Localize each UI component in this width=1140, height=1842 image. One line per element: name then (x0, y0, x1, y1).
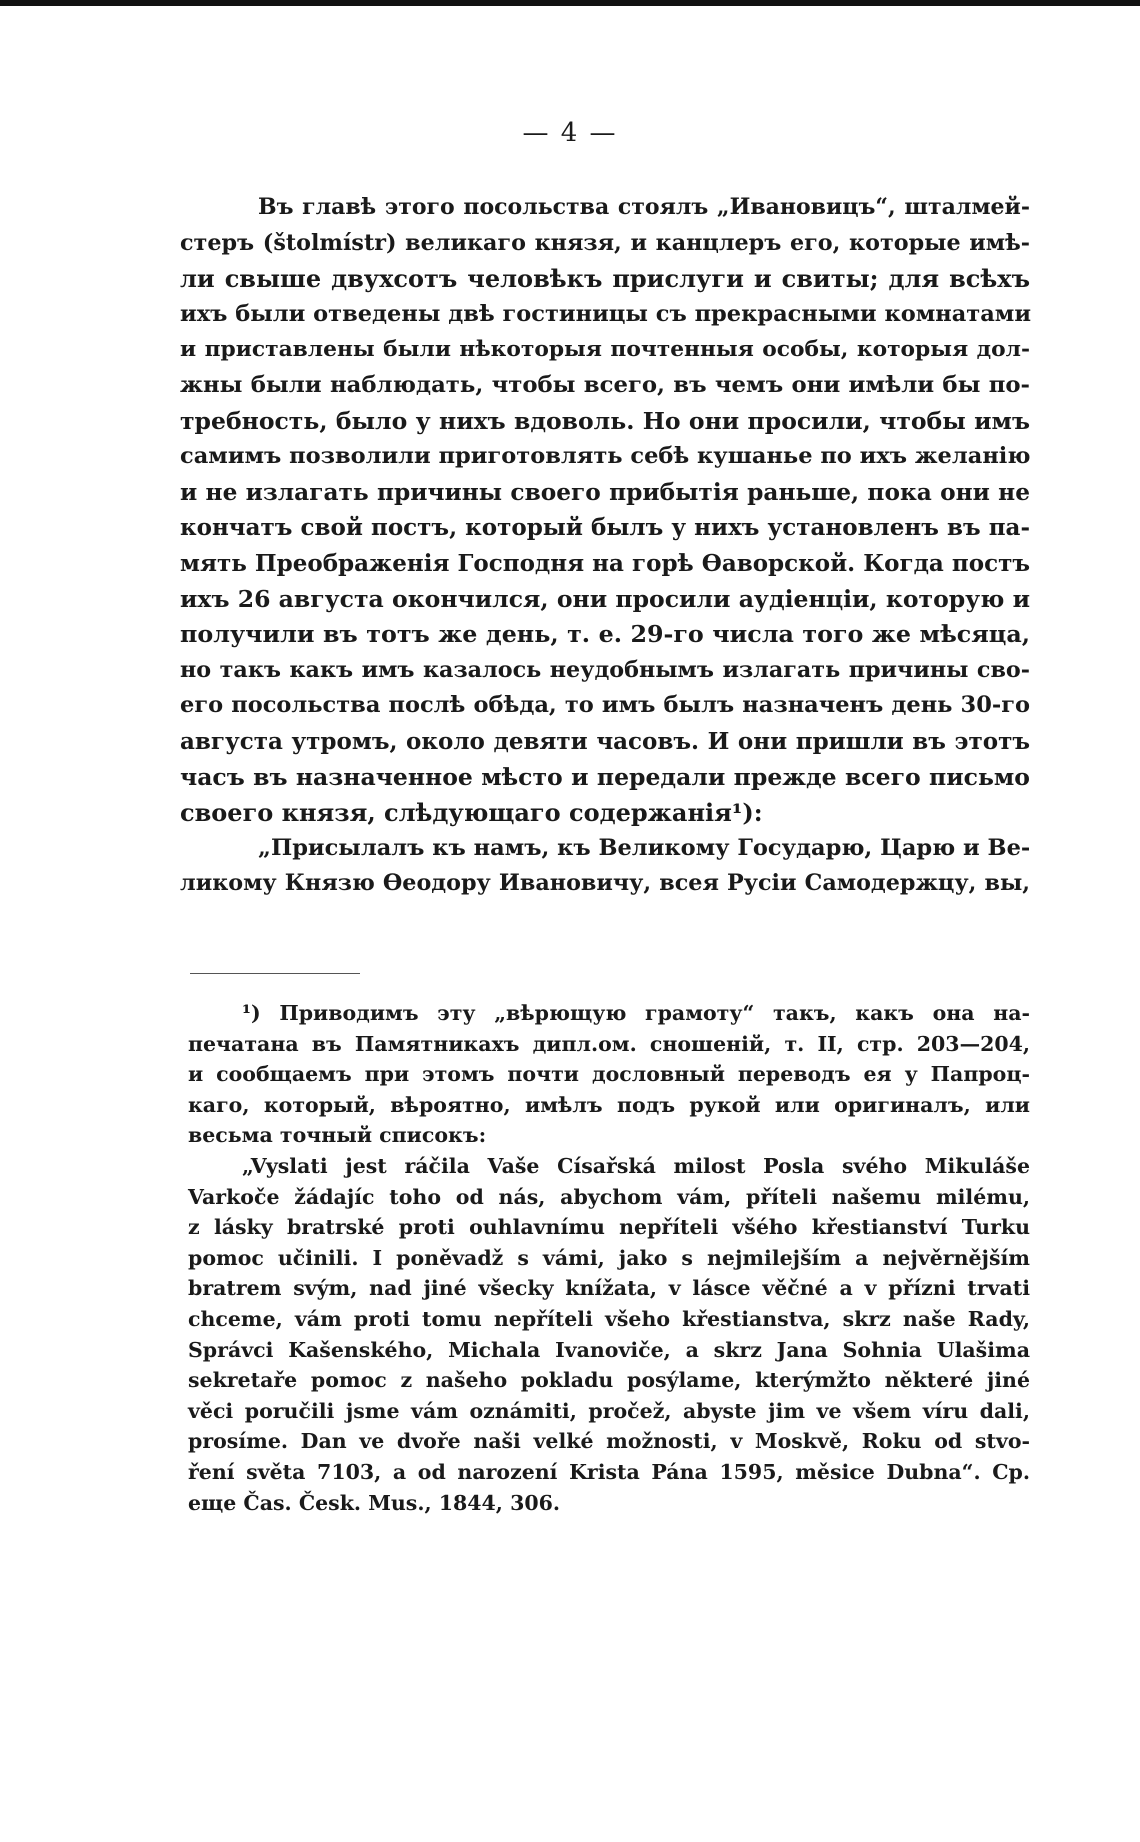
footnote-line: Správci Kašenského, Michala Ivanoviče, a skrz Jana Sohnia Ulašima (188, 1337, 1030, 1362)
footnote-separator (190, 973, 360, 974)
body-line: получили въ тотъ же день, т. е. 29-го числа того же мѣсяца, (180, 620, 1030, 649)
footnote-line: bratrem svým, nad jiné všecky knížata, v lásce věčné a v přízni trvati (188, 1276, 1030, 1301)
body-line: августа утромъ, около девяти часовъ. И они пришли въ этотъ (180, 727, 1030, 755)
body-line: и не излагать причины своего прибытія раньше, пока они не (180, 478, 1030, 506)
footnote-line: prosíme. Dan ve dvoře naši velké možnosti, v Moskvě, Roku od stvo- (188, 1429, 1030, 1454)
footnote-line: věci poručili jsme vám oznámiti, pročež, abyste jim ve všem víru dali, (188, 1398, 1030, 1423)
body-line: часъ въ назначенное мѣсто и передали прежде всего письмо (180, 762, 1030, 791)
top-border-rule (0, 0, 1140, 6)
page-number: — 4 — (522, 118, 618, 148)
body-line: Въ главѣ этого посольства стоялъ „Ивановицъ“, шталмей- (258, 194, 1030, 220)
main-body-text (180, 190, 1030, 902)
footnote-line: печатана въ Памятникахъ дипл.ом. сношеній, т. II, стр. 203—204, (188, 1031, 1030, 1056)
footnote-line: еще Čas. Česk. Mus., 1844, 306. (188, 1490, 561, 1515)
footnote-line: pomoc učinili. I poněvadž s vámi, jako s nejmilejším a nejvěrnějším (188, 1245, 1030, 1270)
body-line: „Присылалъ къ намъ, къ Великому Государю, Царю и Ве- (258, 834, 1031, 861)
body-line: его посольства послѣ обѣда, то имъ былъ назначенъ день 30-го (180, 692, 1030, 719)
body-line: ликому Князю Ѳеодору Ивановичу, всея Русіи Самодержцу, вы, (180, 870, 1030, 897)
body-line: ли свыше двухсотъ человѣкъ прислуги и свиты; для всѣхъ (180, 264, 1030, 294)
footnote-line: весьма точный списокъ: (188, 1123, 487, 1148)
footnote-line: sekretaře pomoc z našeho pokladu posýlame, kterýmžto některé jiné (188, 1368, 1030, 1393)
footnote-line: z lásky bratrské proti ouhlavnímu nepříteli všého křestianství Turku (188, 1215, 1030, 1240)
footnote-line: и сообщаемъ при этомъ почти дословный переводъ ея у Папроц- (188, 1062, 1030, 1087)
body-line: ихъ 26 августа окончился, они просили аудіенціи, которую и (180, 584, 1030, 613)
footnote-line: „Vyslati jest ráčila Vaše Císařská milost Posla svého Mikuláše (242, 1153, 1030, 1178)
footnote-line: ření světa 7103, a od narození Krista Pána 1595, měsice Dubna“. Ср. (188, 1459, 1030, 1484)
body-line: самимъ позволили приготовлять себѣ кушанье по ихъ желанію (180, 443, 1031, 470)
footnote-line: chceme, vám proti tomu nepříteli všeho křestianstva, skrz naše Rady, (188, 1306, 1030, 1331)
body-line: стеръ (štolmístr) великаго князя, и канцлеръ его, которые имѣ- (180, 229, 1030, 256)
footnote-text (188, 998, 1030, 1518)
body-line: требность, было у нихъ вдоволь. Но они просили, чтобы имъ (180, 406, 1030, 435)
body-line: своего князя, слѣдующаго содержанія¹): (180, 798, 763, 828)
body-line: ихъ были отведены двѣ гостиницы съ прекрасными комнатами (180, 300, 1032, 327)
body-line: и приставлены были нѣкоторыя почтенныя особы, которыя дол- (180, 337, 1030, 363)
body-line: кончатъ свой постъ, который былъ у нихъ установленъ въ па- (180, 514, 1030, 542)
footnote-line: Varkoče žádajíc toho od nás, abychom vám, příteli našemu milému, (188, 1184, 1030, 1209)
footnote-line: ¹) Приводимъ эту „вѣрющую грамоту“ такъ, какъ она на- (242, 1001, 1030, 1025)
footnote-line: каго, который, вѣроятно, имѣлъ подъ рукой или оригиналъ, или (188, 1092, 1030, 1117)
body-line: но такъ какъ имъ казалось неудобнымъ излагать причины сво- (180, 656, 1030, 683)
body-line: мять Преображенія Господня на горѣ Ѳаворской. Когда постъ (180, 549, 1030, 577)
body-line: жны были наблюдать, чтобы всего, въ чемъ они имѣли бы по- (180, 371, 1030, 398)
